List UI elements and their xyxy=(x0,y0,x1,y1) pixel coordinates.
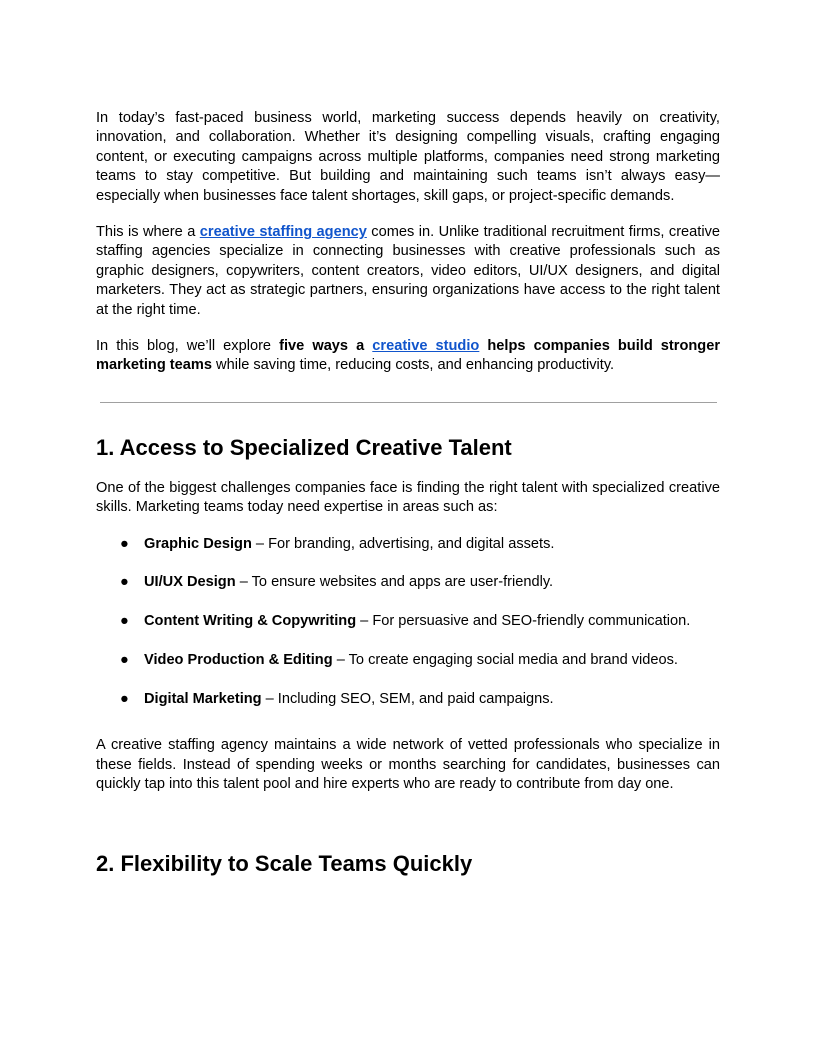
section-1-heading: 1. Access to Specialized Creative Talent xyxy=(96,434,512,460)
creative-staffing-agency-link[interactable]: creative staffing agency xyxy=(199,224,367,241)
text-run: This is where a xyxy=(96,224,200,241)
list-item xyxy=(96,535,720,554)
list-item-term: Graphic Design xyxy=(144,535,252,552)
horizontal-divider xyxy=(100,402,717,403)
list-item-desc: – Including SEO, SEM, and paid campaigns. xyxy=(261,690,554,707)
text-run: In this blog, we’ll explore xyxy=(96,338,280,355)
list-item-term: UI/UX Design xyxy=(144,574,236,591)
section-1-intro: One of the biggest challenges companies face is finding the right talent with specialized creative skills. Marketing teams today need expertise in areas such as: xyxy=(96,479,720,516)
list-item-desc: – For branding, advertising, and digital assets. xyxy=(251,535,555,552)
section-1-closing: A creative staffing agency maintains a wide network of vetted professionals who specialize in these fields. Instead of spending weeks or months searching for candidates, businesses can quickly tap into this talent pool and hire experts who are ready to contribute from day one. xyxy=(96,737,720,793)
text-run: comes in. Unlike traditional recruitment firms, creative staffing agencies specialize in connecting businesses with creative professionals such as graphic designers, copywriters, content creators, video editors, UI/UX designers, and digital marketers. They act as strategic partners, ensuring organizations have access to the right talent at the right time. xyxy=(96,224,720,318)
bullet-icon: ● xyxy=(120,574,129,591)
creative-studio-link[interactable]: creative studio xyxy=(372,338,480,355)
list-item xyxy=(96,651,720,670)
list-item-desc: – To create engaging social media and brand videos. xyxy=(332,652,678,669)
skills-list xyxy=(96,535,720,710)
list-item-desc: – To ensure websites and apps are user-friendly. xyxy=(235,574,554,591)
bullet-icon: ● xyxy=(120,613,129,630)
text-run: while saving time, reducing costs, and enhancing productivity. xyxy=(212,357,615,374)
intro-paragraph-2 xyxy=(96,223,720,320)
bullet-icon: ● xyxy=(120,652,129,669)
list-item xyxy=(96,573,720,592)
list-item xyxy=(96,690,720,709)
bullet-icon: ● xyxy=(120,690,129,707)
section-2-heading: 2. Flexibility to Scale Teams Quickly xyxy=(96,850,473,876)
document-page xyxy=(96,109,720,878)
list-item xyxy=(96,612,720,631)
list-item-term: Video Production & Editing xyxy=(144,652,333,669)
intro-paragraph-1: In today’s fast-paced business world, marketing success depends heavily on creativity, innovation, and collaboration. Whether it’s designing compelling visuals, crafting engaging content, or executing campaigns across multiple platforms, companies need strong marketing teams to stay competitive. But building and maintaining such teams isn’t always easy—especially when businesses face talent shortages, skill gaps, or project-specific demands. xyxy=(96,110,720,204)
list-item-term: Digital Marketing xyxy=(144,690,262,707)
list-item-term: Content Writing & Copywriting xyxy=(144,613,357,630)
intro-paragraph-3 xyxy=(96,337,720,376)
list-item-desc: – For persuasive and SEO-friendly communication. xyxy=(356,613,691,630)
bold-run: helps companies build stronger marketing teams xyxy=(96,338,721,374)
bullet-icon: ● xyxy=(120,535,129,552)
bold-run: five ways a xyxy=(279,338,373,355)
